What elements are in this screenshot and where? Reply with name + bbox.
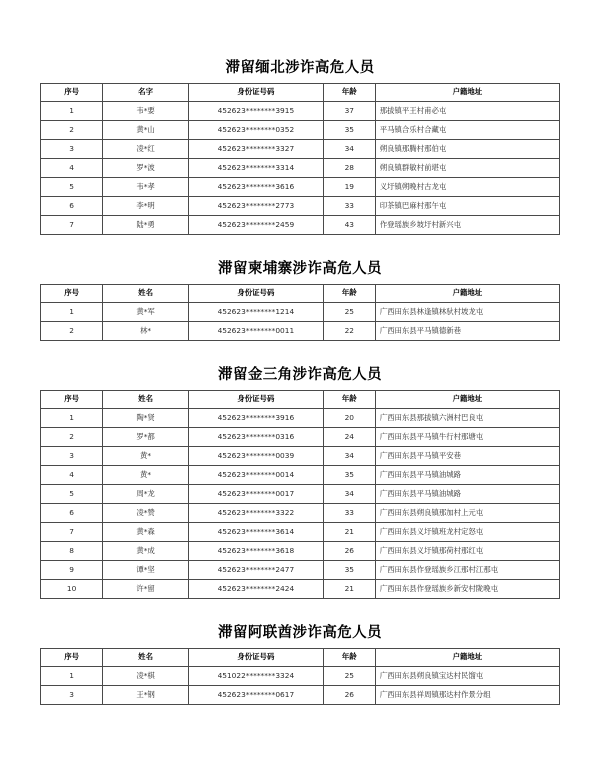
table-row [41,140,560,159]
column-header-name: 姓名 [103,391,189,409]
cell-name: 黄*军 [103,303,189,322]
cell-id-number: 452623********3916 [188,409,323,428]
cell-id-number: 452623********2459 [188,216,323,235]
cell-id-number: 452623********0011 [188,322,323,341]
cell-address: 作登瑶族乡坡圩村新兴屯 [375,216,559,235]
column-header-id-number: 身份证号码 [188,649,323,667]
table-row [41,159,560,178]
cell-id-number: 451022********3324 [188,667,323,686]
table-row [41,322,560,341]
cell-address: 广西田东县平马镇牛行村那塘屯 [375,428,559,447]
column-header-id-number: 身份证号码 [188,391,323,409]
table-row [41,667,560,686]
table-header-row [41,649,560,667]
cell-age: 25 [323,303,375,322]
cell-address: 广西田东县作登瑶族乡新安村陇晚屯 [375,580,559,599]
column-header-address: 户籍地址 [375,84,559,102]
cell-id-number: 452623********3322 [188,504,323,523]
cell-id-number: 452623********2424 [188,580,323,599]
cell-name: 陶*贤 [103,409,189,428]
table-row [41,542,560,561]
cell-name: 谭*坚 [103,561,189,580]
cell-name: 黄* [103,466,189,485]
cell-name: 许*留 [103,580,189,599]
cell-id-number: 452623********2477 [188,561,323,580]
cell-id-number: 452623********0017 [188,485,323,504]
cell-address: 广西田东县朔良镇那加村上元屯 [375,504,559,523]
table-row [41,504,560,523]
cell-index: 5 [41,485,103,504]
cell-index: 4 [41,466,103,485]
person-table [40,284,560,341]
table-row [41,485,560,504]
cell-index: 1 [41,102,103,121]
cell-address: 朔良镇那腾村那伯屯 [375,140,559,159]
cell-age: 26 [323,686,375,705]
column-header-index: 序号 [41,391,103,409]
cell-age: 28 [323,159,375,178]
cell-index: 9 [41,561,103,580]
cell-name: 罗*波 [103,159,189,178]
column-header-age: 年龄 [323,84,375,102]
cell-address: 朔良镇群敏村前堪屯 [375,159,559,178]
cell-name: 陆*勇 [103,216,189,235]
cell-address: 广西田东县平马镇德新巷 [375,322,559,341]
cell-index: 3 [41,140,103,159]
cell-id-number: 452623********3614 [188,523,323,542]
cell-id-number: 452623********3314 [188,159,323,178]
cell-id-number: 452623********0617 [188,686,323,705]
cell-age: 26 [323,542,375,561]
person-table [40,390,560,599]
table-section [40,56,560,235]
section-title: 滞留缅北涉诈高危人员 [225,60,375,76]
cell-index: 1 [41,303,103,322]
table-row [41,409,560,428]
section-title: 滞留金三角涉诈高危人员 [218,367,382,383]
person-table [40,648,560,705]
cell-id-number: 452623********3618 [188,542,323,561]
table-row [41,102,560,121]
cell-id-number: 452623********0014 [188,466,323,485]
table-section [40,363,560,599]
cell-name: 黄*成 [103,542,189,561]
cell-age: 37 [323,102,375,121]
column-header-address: 户籍地址 [375,391,559,409]
cell-name: 黄*山 [103,121,189,140]
cell-age: 25 [323,667,375,686]
cell-index: 5 [41,178,103,197]
cell-age: 35 [323,561,375,580]
cell-age: 24 [323,428,375,447]
cell-address: 那拔镇平王村甫必屯 [375,102,559,121]
cell-id-number: 452623********2773 [188,197,323,216]
table-row [41,121,560,140]
cell-address: 广西田东县朔良镇宝达村民馏屯 [375,667,559,686]
table-section [40,257,560,341]
table-header-row [41,84,560,102]
cell-address: 广西田东县林逢镇林驮村坡龙屯 [375,303,559,322]
column-header-name: 姓名 [103,649,189,667]
cell-name: 韦*要 [103,102,189,121]
cell-name: 罗*都 [103,428,189,447]
sections-container [40,56,560,705]
cell-id-number: 452623********0352 [188,121,323,140]
table-row [41,428,560,447]
column-header-age: 年龄 [323,285,375,303]
table-row [41,686,560,705]
table-section [40,621,560,705]
cell-age: 43 [323,216,375,235]
column-header-index: 序号 [41,84,103,102]
column-header-age: 年龄 [323,649,375,667]
cell-name: 黄*森 [103,523,189,542]
cell-id-number: 452623********0039 [188,447,323,466]
table-row [41,466,560,485]
table-header-row [41,391,560,409]
table-row [41,178,560,197]
cell-index: 2 [41,121,103,140]
cell-index: 4 [41,159,103,178]
cell-address: 义圩镇朔晚村古龙屯 [375,178,559,197]
cell-id-number: 452623********0316 [188,428,323,447]
column-header-name: 名字 [103,84,189,102]
cell-name: 周*龙 [103,485,189,504]
cell-id-number: 452623********1214 [188,303,323,322]
cell-name: 凌*赞 [103,504,189,523]
cell-age: 35 [323,121,375,140]
cell-address: 广西田东县义圩镇那荷村那红屯 [375,542,559,561]
cell-name: 林* [103,322,189,341]
table-row [41,197,560,216]
cell-name: 凌*棋 [103,667,189,686]
cell-age: 21 [323,580,375,599]
cell-address: 广西田东县平马镇油城路 [375,485,559,504]
table-row [41,523,560,542]
column-header-name: 姓名 [103,285,189,303]
cell-index: 2 [41,428,103,447]
cell-age: 35 [323,466,375,485]
cell-index: 8 [41,542,103,561]
cell-address: 广西田东县平马镇平安巷 [375,447,559,466]
cell-index: 6 [41,504,103,523]
cell-id-number: 452623********3616 [188,178,323,197]
cell-age: 21 [323,523,375,542]
cell-address: 平马镇合乐村合藏屯 [375,121,559,140]
cell-address: 广西田东县义圩镇班龙村定怒屯 [375,523,559,542]
cell-address: 广西田东县那拔镇六洲村巴良屯 [375,409,559,428]
column-header-address: 户籍地址 [375,285,559,303]
cell-age: 20 [323,409,375,428]
table-header-row [41,285,560,303]
person-table [40,83,560,235]
cell-age: 33 [323,197,375,216]
cell-index: 6 [41,197,103,216]
cell-name: 黄* [103,447,189,466]
cell-name: 李*明 [103,197,189,216]
table-row [41,447,560,466]
cell-name: 韦*孝 [103,178,189,197]
cell-age: 34 [323,140,375,159]
cell-age: 19 [323,178,375,197]
table-row [41,561,560,580]
section-title: 滞留阿联酋涉诈高危人员 [218,625,382,641]
cell-age: 34 [323,447,375,466]
cell-address: 广西田东县祥周镇那达村作景分组 [375,686,559,705]
cell-index: 7 [41,216,103,235]
table-row [41,303,560,322]
cell-address: 印茶镇巴麻村那午屯 [375,197,559,216]
table-row [41,580,560,599]
column-header-index: 序号 [41,649,103,667]
cell-index: 3 [41,447,103,466]
cell-address: 广西田东县作登瑶族乡江那村江那屯 [375,561,559,580]
column-header-age: 年龄 [323,391,375,409]
cell-name: 王*钢 [103,686,189,705]
cell-name: 凌*红 [103,140,189,159]
cell-address: 广西田东县平马镇油城路 [375,466,559,485]
cell-index: 2 [41,322,103,341]
cell-index: 1 [41,667,103,686]
cell-id-number: 452623********3327 [188,140,323,159]
cell-age: 33 [323,504,375,523]
cell-age: 22 [323,322,375,341]
cell-index: 7 [41,523,103,542]
column-header-index: 序号 [41,285,103,303]
column-header-id-number: 身份证号码 [188,84,323,102]
cell-index: 10 [41,580,103,599]
section-title: 滞留柬埔寨涉诈高危人员 [218,261,382,277]
table-row [41,216,560,235]
cell-index: 1 [41,409,103,428]
column-header-address: 户籍地址 [375,649,559,667]
cell-id-number: 452623********3915 [188,102,323,121]
cell-index: 3 [41,686,103,705]
column-header-id-number: 身份证号码 [188,285,323,303]
cell-age: 34 [323,485,375,504]
